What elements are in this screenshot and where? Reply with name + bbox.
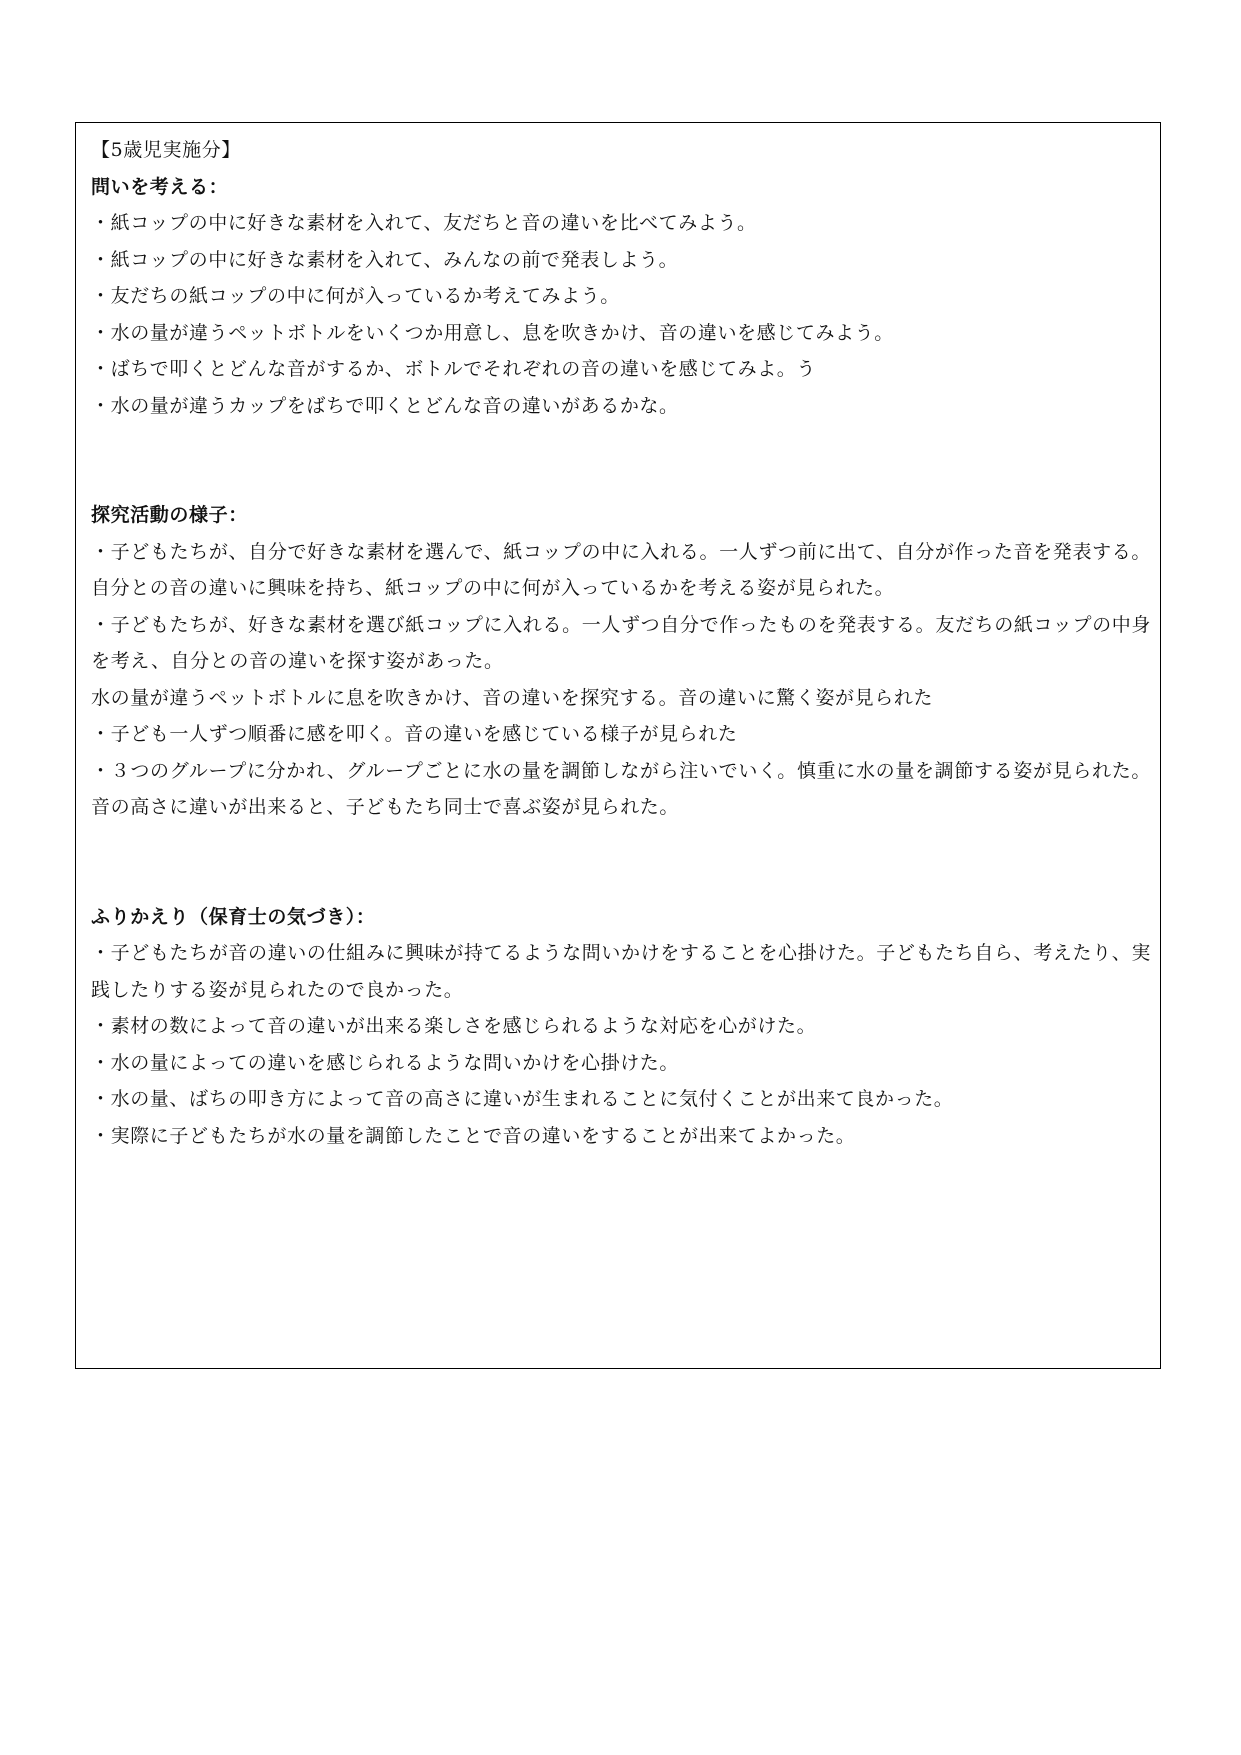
reflection-item: ・水の量、ばちの叩き方によって音の高さに違いが生まれることに気付くことが出来て良かった。 (91, 1088, 954, 1110)
activity-heading: 探究活動の様子： (91, 504, 248, 526)
activity-item: ・子ども一人ずつ順番に感を叩く。音の違いを感じている様子が見られた (91, 723, 738, 745)
activity-item: 水の量が違うペットボトルに息を吹きかけ、音の違いを探究する。音の違いに驚く姿が見られた (91, 686, 934, 709)
reflection-item: ・実際に子どもたちが水の量を調節したことで音の違いをすることが出来てよかった。 (91, 1124, 856, 1147)
activity-item: ・子どもたちが、自分で好きな素材を選んで、紙コップの中に入れる。一人ずつ前に出て、自分が作った音を発表する。自分との音の違いに興味を持ち、紙コップの中に何が入っているかを考える姿が見られた。 (91, 540, 1151, 599)
reflection-item: ・子どもたちが音の違いの仕組みに興味が持てるような問いかけをすることを心掛けた。子どもたち自ら、考えたり、実践したりする姿が見られたので良かった。 (91, 942, 1151, 1001)
question-item: ・水の量が違うペットボトルをいくつか用意し、息を吹きかけ、音の違いを感じてみよう。 (91, 321, 894, 344)
reflection-item: ・水の量によっての違いを感じられるような問いかけを心掛けた。 (91, 1051, 680, 1074)
spacer (91, 826, 1151, 899)
reflection-item: ・素材の数によって音の違いが出来る楽しさを感じられるような対応を心がけた。 (91, 1015, 817, 1037)
question-item: ・紙コップの中に好きな素材を入れて、みんなの前で発表しよう。 (91, 248, 679, 271)
spacer (91, 424, 1151, 497)
questions-heading: 問いを考える： (91, 175, 229, 198)
activity-item: ・子どもたちが、好きな素材を選び紙コップに入れる。一人ずつ自分で作ったものを発表する。友だちの紙コップの中身を考え、自分との音の違いを探す姿があった。 (91, 613, 1151, 672)
question-item: ・紙コップの中に好きな素材を入れて、友だちと音の違いを比べてみよう。 (91, 212, 757, 234)
activity-item: ・３つのグループに分かれ、グループごとに水の量を調節しながら注いでいく。慎重に水の量を調節する姿が見られた。音の高さに違いが出来ると、子どもたち同士で喜ぶ姿が見られた。 (91, 759, 1151, 818)
section-title: 【5歳児実施分】 (91, 139, 241, 161)
question-item: ・友だちの紙コップの中に何が入っているか考えてみよう。 (91, 285, 620, 307)
question-item: ・ばちで叩くとどんな音がするか、ボトルでそれぞれの音の違いを感じてみよ。う (91, 358, 817, 380)
question-item: ・水の量が違うカップをばちで叩くとどんな音の違いがあるかな。 (91, 394, 679, 417)
reflection-heading: ふりかえり（保育士の気づき）： (91, 905, 376, 928)
document-body (91, 132, 1151, 1154)
